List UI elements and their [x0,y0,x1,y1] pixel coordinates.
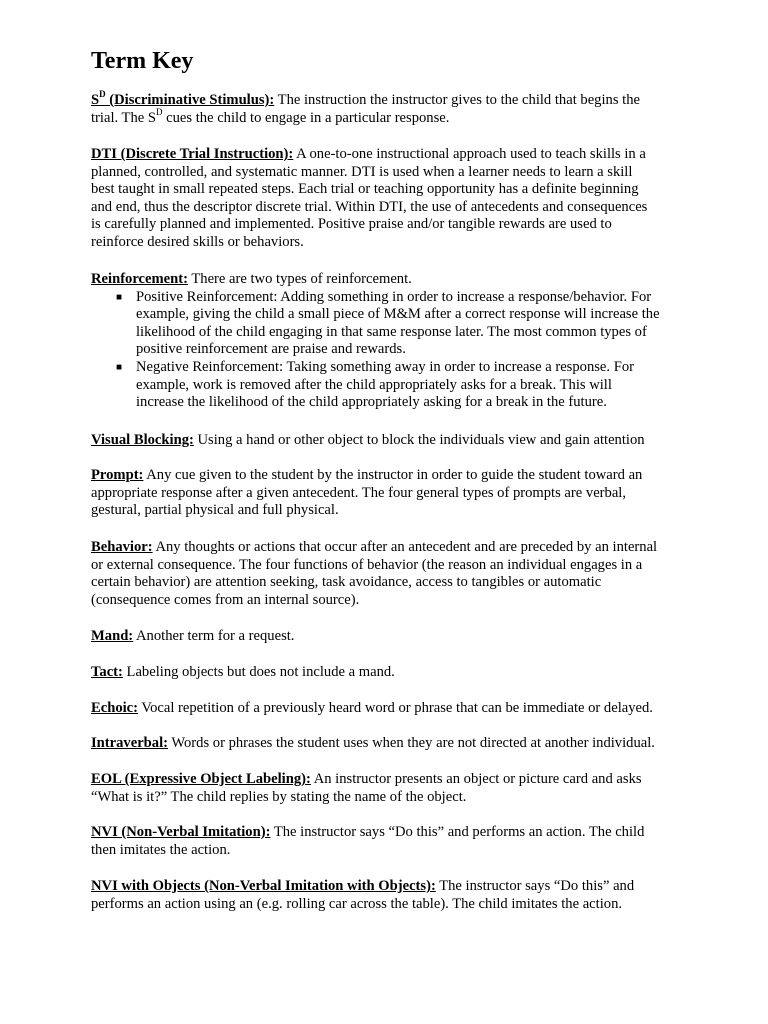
entry-eol: EOL (Expressive Object Labeling): An instructor presents an object or picture card and asks “What is it?” The child replies by stating the name of the object. [91,771,642,805]
entry-visual-blocking: Visual Blocking: Using a hand or other object to block the individuals view and gain attention [91,432,645,448]
entry-tact: Tact: Labeling objects but does not include a mand. [91,664,395,680]
term-visual-blocking: Visual Blocking: [91,432,194,448]
term-reinforcement: Reinforcement: [91,271,188,287]
term-echoic: Echoic: [91,700,139,716]
page-title: Term Key [91,48,194,74]
term-dti: DTI (Discrete Trial Instruction): [91,146,294,162]
term-sd: $S^D$ (Discriminative Stimulus): [91,89,275,108]
list-item: ■ Positive Reinforcement: Adding something in order to increase a response/behavior. For example, giving the child a small piece of M&M after a correct response will increase the likelihood of the child engaging in that same response later. The most common types of positive reinforcement are praise and rewards. [116,288,660,358]
entry-sd [91,89,687,127]
entry-nvi-objects: NVI with Objects (Non-Verbal Imitation with Objects): The instructor says “Do this” and performs an action using an (e.g. rolling car across the table). The child imitates the action. [91,878,635,912]
entry-nvi: NVI (Non-Verbal Imitation): The instructor says “Do this” and performs an action. The child then imitates the action. [91,824,645,858]
entry-prompt: Prompt: Any cue given to the student by the instructor in order to guide the student toward an appropriate response after a given antecedent. The four general types of prompts are verbal, gestural, partial physical and full physical. [91,467,643,519]
term-tact: Tact: [91,664,123,680]
term-nvi-objects: NVI with Objects (Non-Verbal Imitation with Objects): [91,878,436,894]
term-nvi: NVI (Non-Verbal Imitation): [91,824,271,840]
term-eol: EOL (Expressive Object Labeling): [91,771,311,787]
entry-reinforcement: Reinforcement: There are two types of reinforcement. ■ Positive Reinforcement: Adding something in order to increase a response/behavior. For example, giving the child a small piece of M&M after a correct response will increase the likelihood of the child engaging in that same response later. The most common types of positive reinforcement are praise and rewards. ■ Negative Reinforcement: Taking something away in order to increase a response. For example, work is removed after the child appropriately asks for a break. This will increase the likelihood of the child appropriately asking for a break in the future. [91,271,687,412]
term-prompt: Prompt: [91,467,144,483]
entry-echoic: Echoic: Vocal repetition of a previously heard word or phrase that can be immediate or delayed. [91,700,653,716]
entry-dti: DTI (Discrete Trial Instruction): A one-to-one instructional approach used to teach skills in a planned, controlled, and systematic manner. DTI is used when a learner needs to learn a skill best taught in small repeated steps. Each trial or teaching opportunity has a definite beginning and end, thus the descriptor discrete trial. Within DTI, the use of antecedents and consequences is carefully planned and implemented. Positive praise and/or tangible rewards are used to reinforce desired skills or behaviors. [91,146,648,250]
entry-intraverbal: Intraverbal: Words or phrases the student uses when they are not directed at another individual. [91,735,655,751]
term-behavior: Behavior: [91,539,153,555]
entry-mand: Mand: Another term for a request. [91,628,295,644]
entry-sd-line-2: trial. The $S^D$ cues the child to engage in a particular response. [91,106,450,126]
term-intraverbal: Intraverbal: [91,735,169,751]
entry-behavior: Behavior: Any thoughts or actions that occur after an antecedent and are preceded by an internal or external consequence. The four functions of behavior (the reason an individual engages in a certain behavior) are attention seeking, task avoidance, access to tangibles or automatic (consequence comes from an internal source). [91,539,658,608]
square-bullet-icon: ■ [116,291,123,303]
reinforcement-bullet-list [91,289,687,412]
term-mand: Mand: [91,628,134,644]
list-item: ■ Negative Reinforcement: Taking something away in order to increase a response. For example, work is removed after the child appropriately asks for a break. This will increase the likelihood of the child appropriately asking for a break in the future. [116,358,634,411]
entry-sd-line-1: $S^D$ (Discriminative Stimulus): The instruction the instructor gives to the child that begins the [91,89,640,108]
square-bullet-icon: ■ [116,361,123,373]
